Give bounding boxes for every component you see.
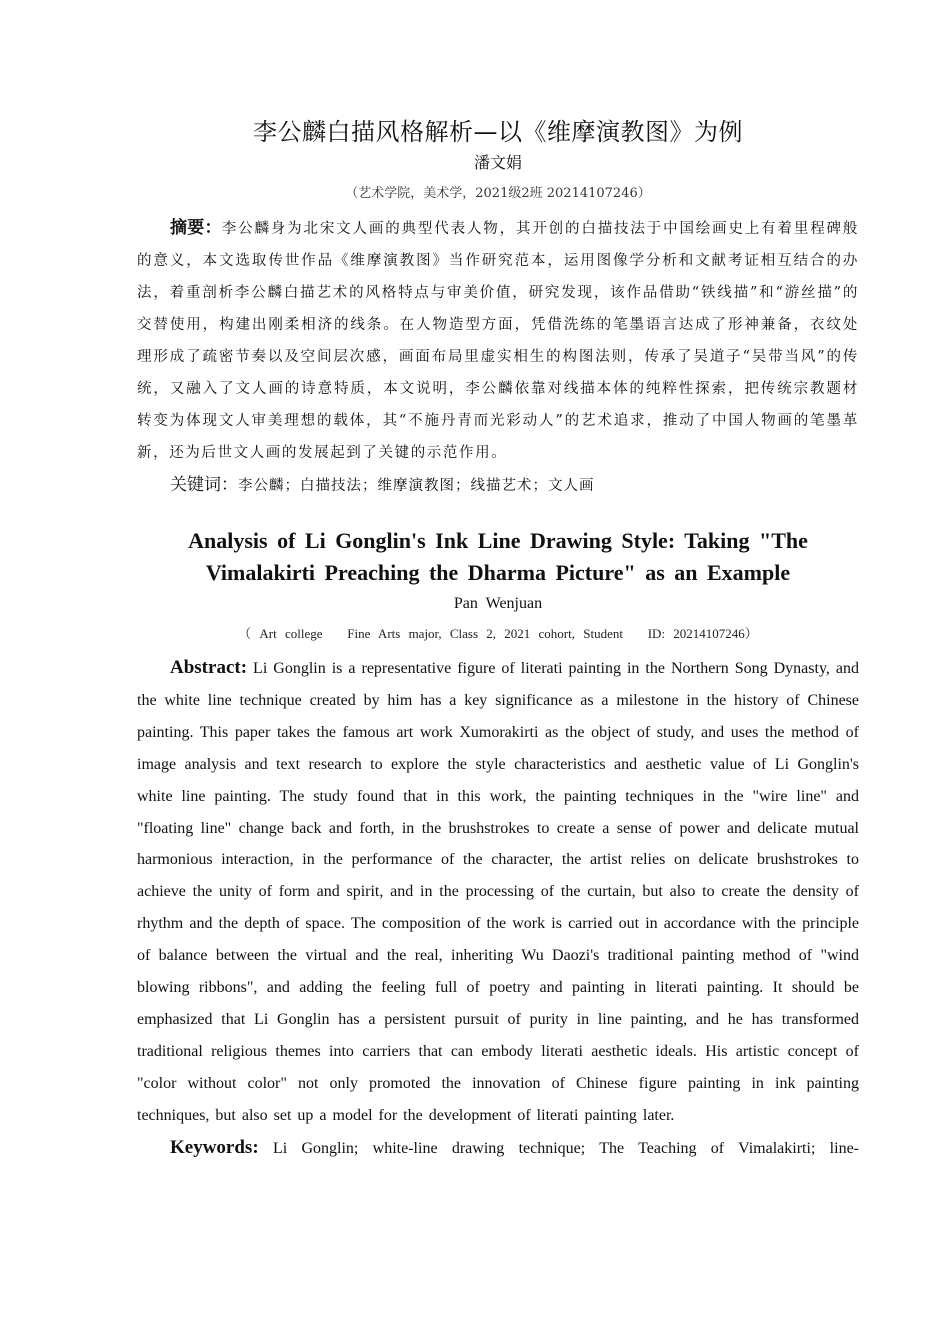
english-abstract-label: Abstract: (170, 657, 248, 678)
paper-page (137, 112, 859, 1165)
chinese-keywords-text: 李公麟；白描技法；维摩演教图；线描艺术；文人画 (238, 478, 595, 494)
english-abstract (137, 652, 859, 1132)
english-keywords (137, 1132, 859, 1165)
english-keywords-label: Keywords: (170, 1136, 259, 1158)
chinese-keywords-label: 关键词： (170, 475, 238, 495)
chinese-abstract (137, 212, 859, 469)
english-affiliation: （ Art college Fine Arts major, Class 2, 2021 cohort, Student ID: 20214107246） (238, 626, 758, 641)
english-author: Pan Wenjuan (453, 595, 543, 612)
english-abstract-text: Li Gonglin is a representative figure of literati painting in the Northern Song Dynasty, and the white line technique created by him has a key significance as a milestone in the history of Chinese painting. This paper takes the famous art work Xumorakirti as the object of study, and uses the method of image analysis and text research to explore the style characteristics and aesthetic value of Li Gonglin's white line painting. The study found that in this work, the painting techniques in the "wire line" and "floating line" change back and forth, in the brushstrokes to create a sense of power and delicate mutual harmonious interaction, in the performance of the character, the artist relies on delicate brushstrokes to achieve the unity of form and spirit, and in the processing of the curtain, but also to create the density of rhythm and the depth of space. The composition of the work is carried out in accordance with the principle of balance between the virtual and the real, inheriting Wu Daozi's traditional painting method of "wind blowing ribbons", and adding the feeling full of poetry and painting in literati painting. It should be emphasized that Li Gonglin has a persistent pursuit of purity in line painting, and he has transformed traditional religious themes into carriers that can embody literati aesthetic ideals. His artistic concept of "color without color" not only promoted the innovation of Chinese figure painting in ink painting techniques, but also set up a model for the development of literati painting later. (137, 660, 860, 1124)
english-keywords-text: Li Gonglin; white-line drawing technique; The Teaching of Vimalakirti; line- (272, 1139, 859, 1157)
chinese-title: 李公麟白描风格解析—以《维摩演教图》为例 (253, 118, 743, 146)
english-title: Analysis of Li Gonglin's Ink Line Drawing Style: Taking "The Vimalakirti Preaching the Dharma Picture" as an Example (188, 528, 808, 585)
chinese-abstract-label: 摘要： (170, 218, 222, 238)
chinese-author: 潘文娟 (473, 153, 522, 172)
chinese-affiliation: （艺术学院，美术学，2021级2班 20214107246） (345, 186, 651, 201)
chinese-keywords (137, 469, 859, 502)
chinese-abstract-text: 李公麟身为北宋文人画的典型代表人物，其开创的白描技法于中国绘画史上有着里程碑般的意义，本文选取传世作品《维摩演教图》当作研究范本，运用图像学分析和文献考证相互结合的办法，着重剖析李公麟白描艺术的风格特点与审美价值，研究发现，该作品借助“铁线描”和“游丝描”的交替使用，构建出刚柔相济的线条。在人物造型方面，凭借洗练的笔墨语言达成了形神兼备，衣纹处理形成了疏密节奏以及空间层次感，画面布局里虚实相生的构图法则，传承了吴道子“吴带当风”的传统，又融入了文人画的诗意特质，本文说明，李公麟依靠对线描本体的纯粹性探索，把传统宗教题材转变为体现文人审美理想的载体，其“不施丹青而光彩动人”的艺术追求，推动了中国人物画的笔墨革新，还为后世文人画的发展起到了关键的示范作用。 (137, 221, 860, 461)
